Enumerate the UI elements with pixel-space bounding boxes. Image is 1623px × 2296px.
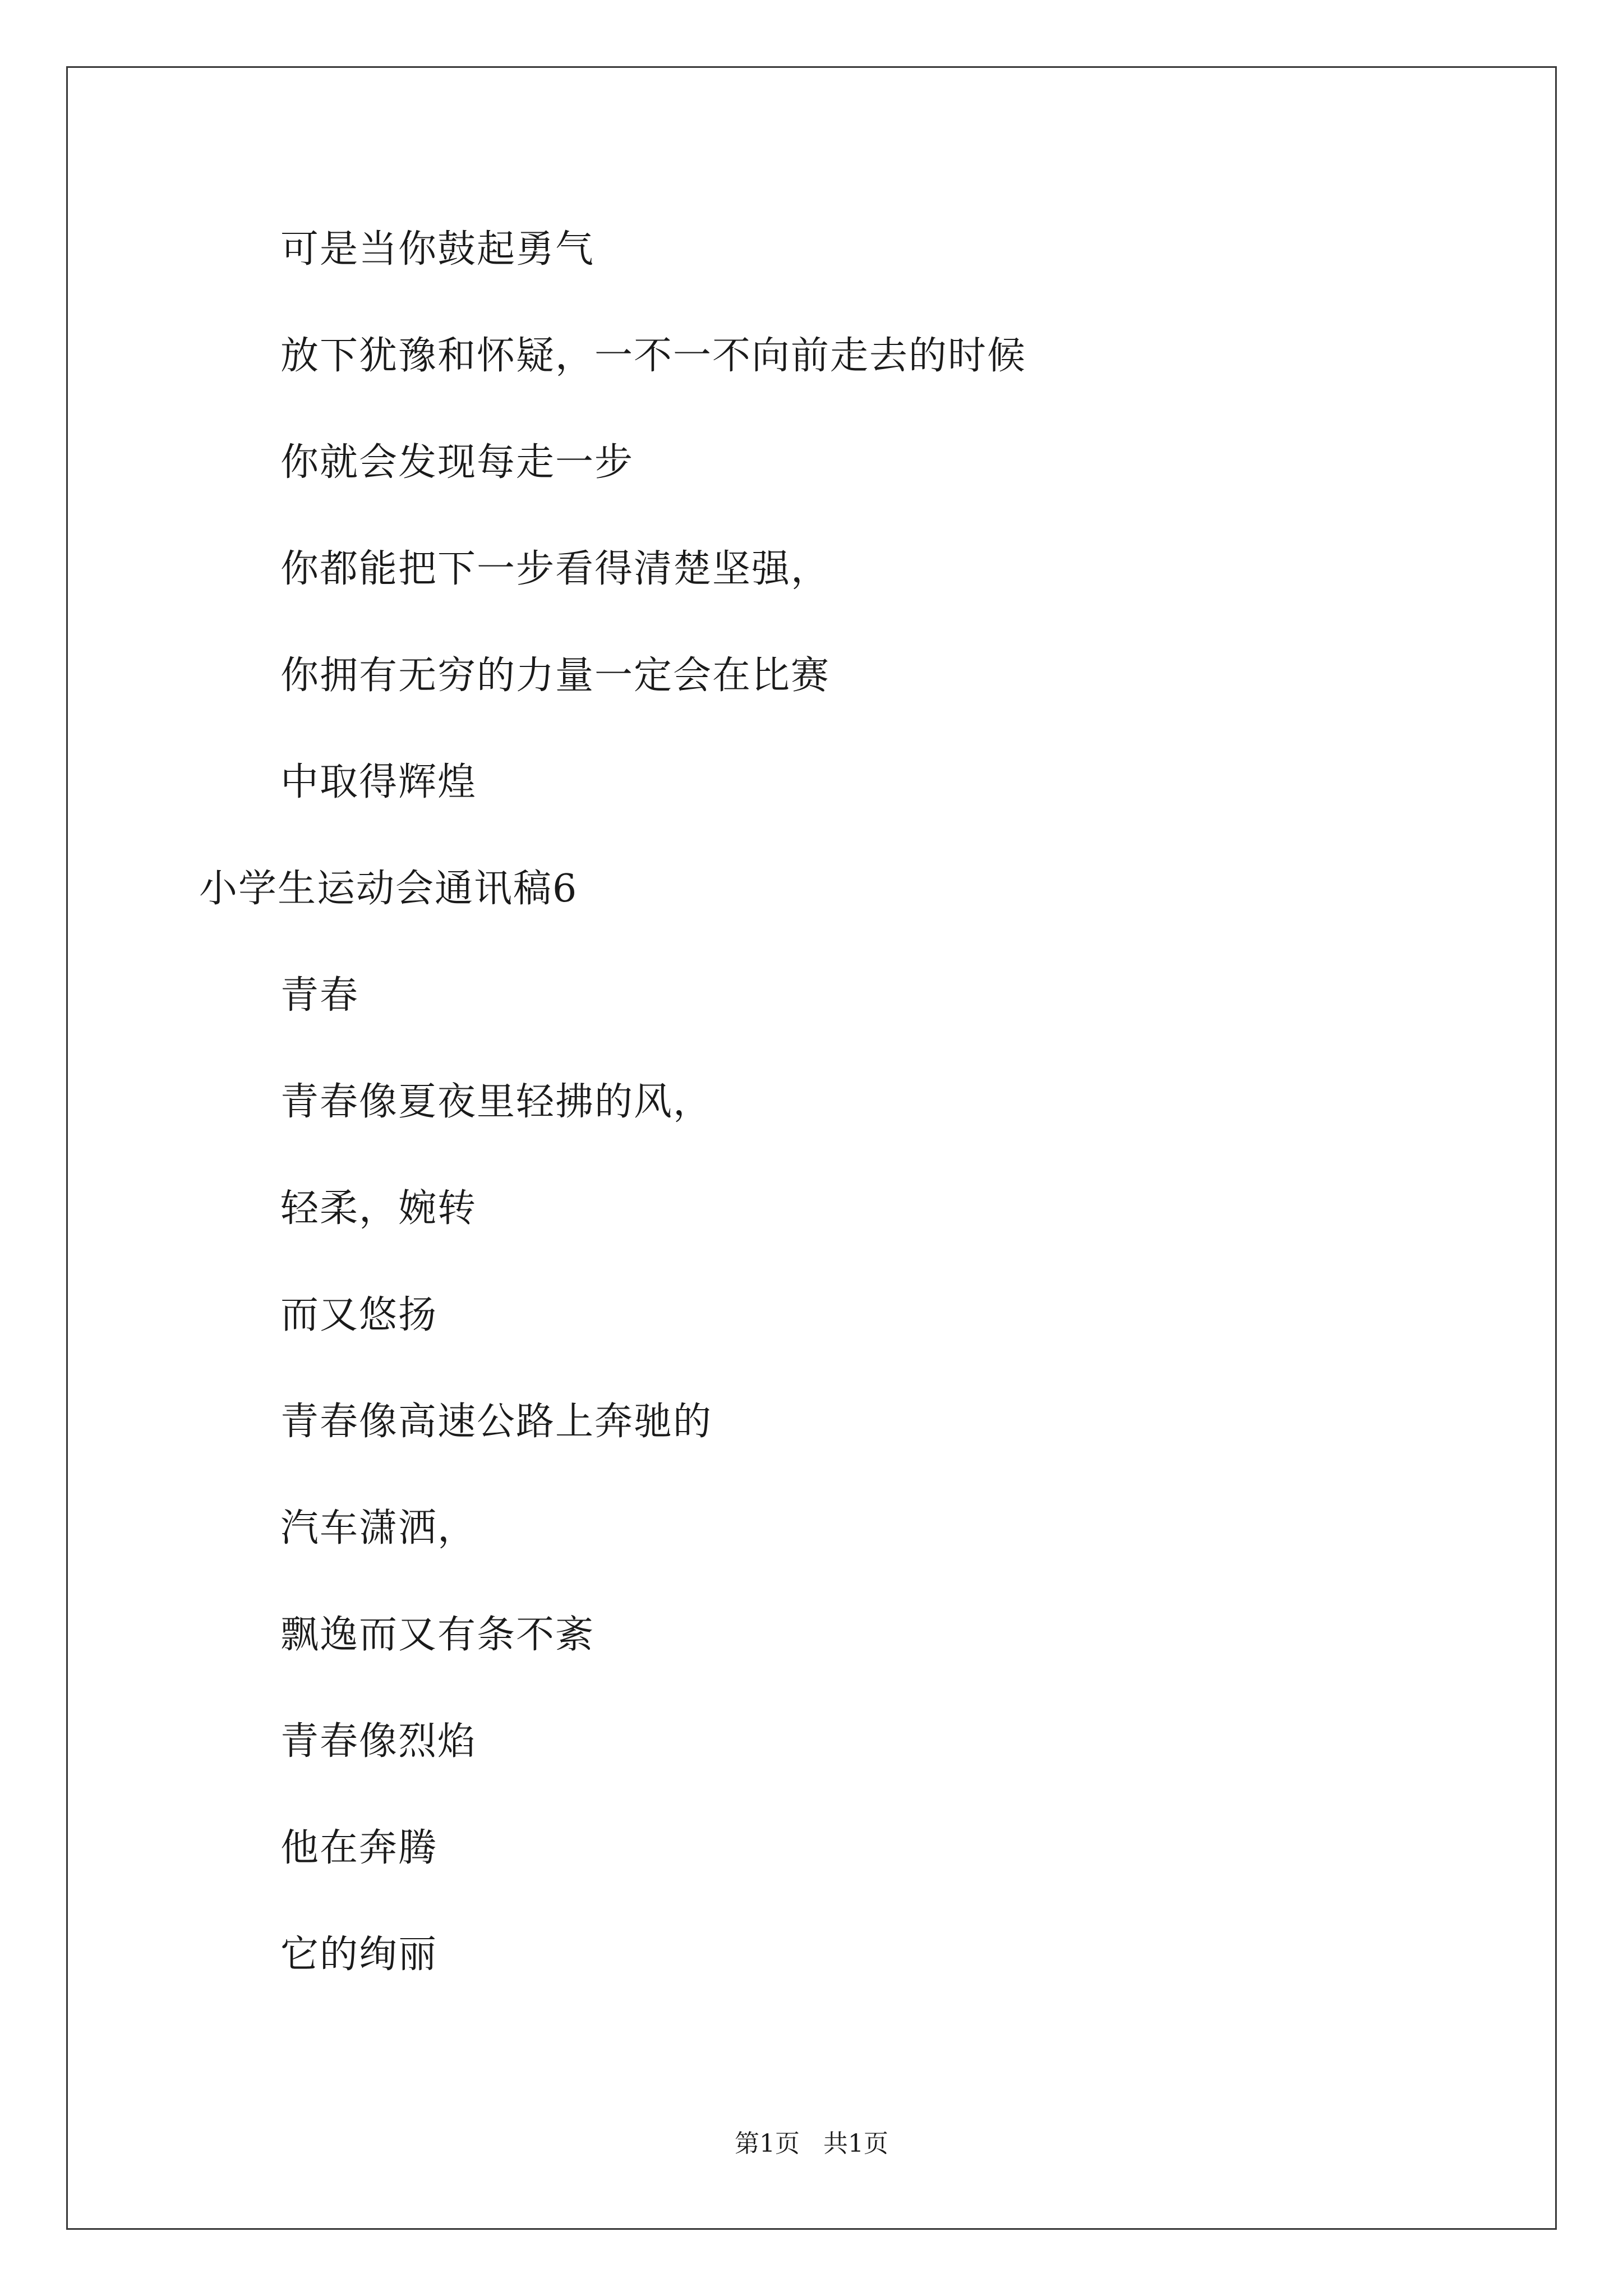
poem-line-5: 青春像高速公路上奔驰的 [280,1400,713,1444]
poem-line-8: 青春像烈焰 [280,1719,477,1764]
poem-line-4: 而又悠扬 [280,1293,438,1337]
text-line-6: 中取得辉煌 [280,760,477,804]
text-line-5: 你拥有无穷的力量一定会在比赛 [280,654,831,698]
section-heading: 小学生运动会通讯稿6 [199,867,578,911]
poem-line-9: 他在奔腾 [280,1826,438,1870]
text-line-1: 可是当你鼓起勇气 [280,227,595,272]
text-line-3: 你就会发现每走一步 [280,440,634,485]
page-border [66,66,1557,2230]
poem-line-6: 汽车潇洒， [280,1506,477,1550]
text-line-4: 你都能把下一步看得清楚坚强， [280,547,831,591]
poem-line-3: 轻柔，婉转 [280,1186,477,1231]
poem-line-10: 它的绚丽 [280,1932,438,1977]
poem-line-2: 青春像夏夜里轻拂的风， [280,1080,713,1124]
poem-line-7: 飘逸而又有条不紊 [280,1613,595,1657]
poem-line-1: 青春 [280,973,359,1018]
page-number-footer: 第1页 共1页 [735,2129,888,2158]
text-line-2: 放下犹豫和怀疑，一不一不向前走去的时候 [280,334,1027,378]
